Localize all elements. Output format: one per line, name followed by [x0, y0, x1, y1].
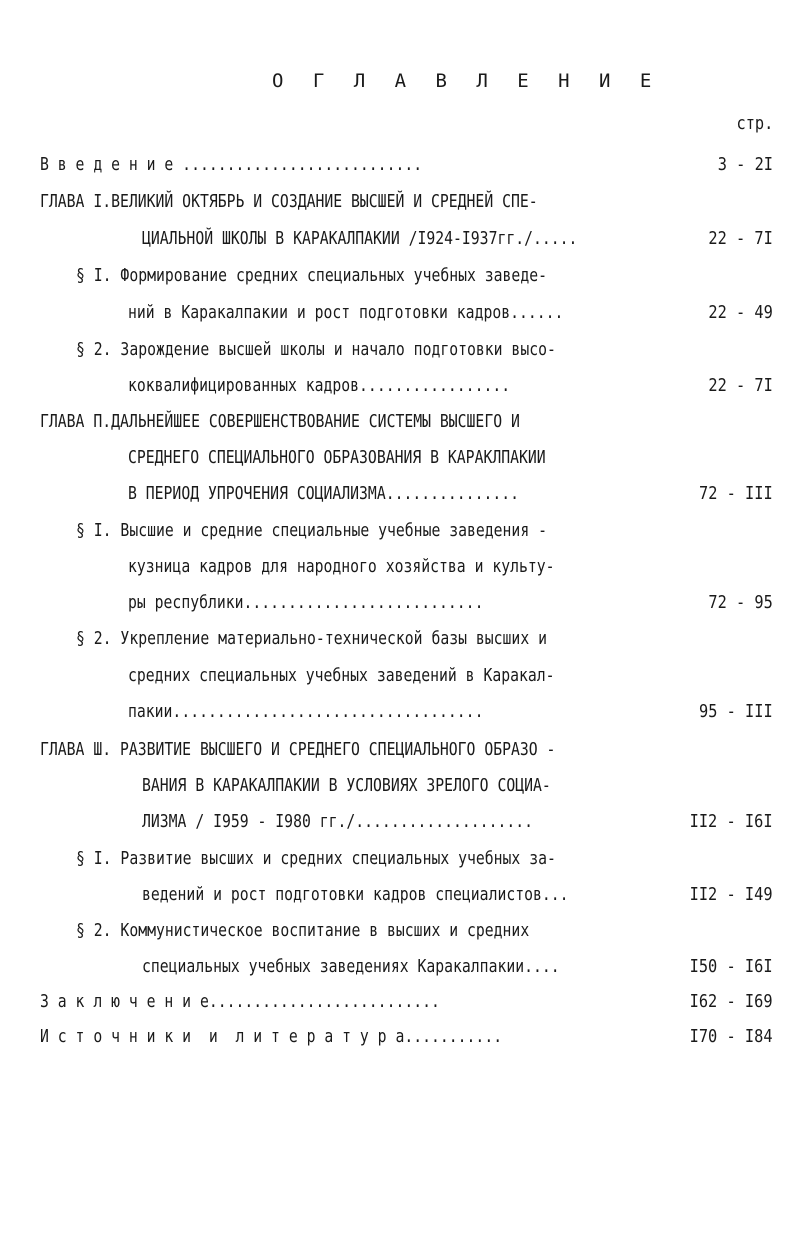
toc-pages: 95 - III: [699, 701, 773, 722]
toc-line: коквалифицированных кадров.................: [128, 375, 511, 396]
toc-pages: I50 - I6I: [690, 956, 773, 977]
toc-line: ВАНИЯ В КАРАКАЛПАКИИ В УСЛОВИЯХ ЗРЕЛОГО СОЦИА-: [142, 775, 551, 796]
toc-pages: 3 - 2I: [717, 154, 773, 175]
toc-line: ЛИЗМА / I959 - I980 гг./....................: [142, 811, 533, 832]
toc-pages: 72 - III: [699, 483, 773, 504]
toc-pages: 22 - 7I: [708, 375, 773, 396]
toc-line: И с т о ч н и к и и л и т е р а т у р а...........: [40, 1026, 503, 1047]
toc-pages: I62 - I69: [690, 991, 773, 1012]
toc-line: ГЛАВА I.ВЕЛИКИЙ ОКТЯБРЬ И СОЗДАНИЕ ВЫСШЕЙ И СРЕДНЕЙ СПЕ-: [40, 191, 538, 212]
toc-line: § 2. Зарождение высшей школы и начало подготовки высо-: [76, 339, 556, 360]
toc-line: ГЛАВА П.ДАЛЬНЕЙШЕЕ СОВЕРШЕНСТВОВАНИЕ СИСТЕМЫ ВЫСШЕГО И: [40, 411, 520, 432]
toc-line: § 2. Укрепление материально-технической базы высших и: [76, 628, 547, 649]
toc-line: специальных учебных заведениях Каракалпакии....: [142, 956, 560, 977]
toc-line: ведений и рост подготовки кадров специалистов...: [142, 884, 569, 905]
toc-pages: I70 - I84: [690, 1026, 773, 1047]
toc-line: СРЕДНЕГО СПЕЦИАЛЬНОГО ОБРАЗОВАНИЯ В КАРАКЛПАКИИ: [128, 447, 546, 468]
toc-line: § 2. Коммунистическое воспитание в высших и средних: [76, 920, 530, 941]
toc-line: ний в Каракалпакии и рост подготовки кадров......: [128, 302, 564, 323]
toc-line: ГЛАВА Ш. РАЗВИТИЕ ВЫСШЕГО И СРЕДНЕГО СПЕЦИАЛЬНОГО ОБРАЗО -: [40, 739, 556, 760]
toc-line: ЦИАЛЬНОЙ ШКОЛЫ В КАРАКАЛПАКИИ /I924-I937гг./.....: [142, 228, 578, 249]
toc-line: З а к л ю ч е н и е..........................: [40, 991, 440, 1012]
toc-line: средних специальных учебных заведений в Каракал-: [128, 665, 555, 686]
toc-line: § I. Развитие высших и средних специальных учебных за-: [76, 848, 556, 869]
toc-pages: II2 - I6I: [690, 811, 773, 832]
page-title: О Г Л А В Л Е Н И Е: [272, 70, 661, 92]
toc-line: В ПЕРИОД УПРОЧЕНИЯ СОЦИАЛИЗМА...............: [128, 483, 519, 504]
toc-pages: 22 - 49: [708, 302, 773, 323]
toc-pages: II2 - I49: [690, 884, 773, 905]
page-column-header: стр.: [736, 113, 773, 134]
toc-line: ры республики...........................: [128, 592, 484, 613]
toc-line: кузница кадров для народного хозяйства и культу-: [128, 556, 555, 577]
toc-line: пакии...................................: [128, 701, 484, 722]
toc-line: § I. Высшие и средние специальные учебные заведения -: [76, 520, 547, 541]
toc-line: В в е д е н и е ...........................: [40, 154, 423, 175]
toc-line: § I. Формирование средних специальных учебных заведе-: [76, 265, 547, 286]
toc-pages: 72 - 95: [708, 592, 773, 613]
toc-pages: 22 - 7I: [708, 228, 773, 249]
